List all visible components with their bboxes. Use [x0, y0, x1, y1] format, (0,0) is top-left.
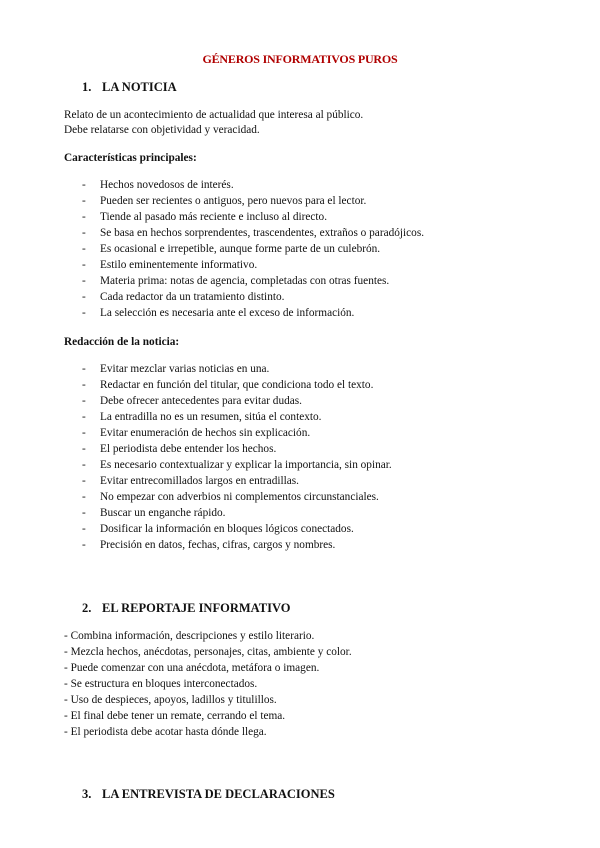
- list-item-text: Dosificar la información en bloques lógicos conectados.: [100, 523, 354, 535]
- list-item-text: El periodista debe entender los hechos.: [100, 443, 277, 455]
- bullet-dash: -: [82, 443, 86, 455]
- intro-line: Relato de un acontecimiento de actualidad que interesa al público.: [64, 109, 364, 121]
- list-item: - Combina información, descripciones y estilo literario.: [64, 630, 315, 642]
- list-item-text: Materia prima: notas de agencia, completadas con otras fuentes.: [100, 275, 390, 287]
- bullet-dash: -: [82, 395, 86, 407]
- bullet-dash: -: [82, 475, 86, 487]
- list-item: - El periodista debe acotar hasta dónde llega.: [64, 726, 267, 738]
- section-3-title: LA ENTREVISTA DE DECLARACIONES: [102, 787, 335, 801]
- bullet-dash: -: [82, 379, 86, 391]
- list-item-text: Redactar en función del titular, que condiciona todo el texto.: [100, 379, 374, 391]
- section-3-number: 3.: [82, 787, 92, 801]
- list-item-text: Estilo eminentemente informativo.: [100, 259, 258, 271]
- list-item-text: Es ocasional e irrepetible, aunque forme parte de un culebrón.: [100, 243, 381, 255]
- list-item-text: Cada redactor da un tratamiento distinto.: [100, 291, 285, 303]
- list-item-text: Evitar entrecomillados largos en entradillas.: [100, 475, 299, 487]
- section-2-number: 2.: [82, 601, 92, 615]
- bullet-dash: -: [82, 195, 86, 207]
- bullet-dash: -: [82, 211, 86, 223]
- list-item-text: Tiende al pasado más reciente e incluso al directo.: [100, 211, 328, 223]
- list-item: - Puede comenzar con una anécdota, metáfora o imagen.: [64, 662, 320, 674]
- section-2-heading: [82, 601, 290, 615]
- redaccion-subheading: Redacción de la noticia:: [64, 336, 180, 348]
- list-item: - Uso de despieces, apoyos, ladillos y titulillos.: [64, 694, 277, 706]
- list-item-text: La entradilla no es un resumen, sitúa el contexto.: [100, 411, 322, 423]
- list-item-text: Pueden ser recientes o antiguos, pero nuevos para el lector.: [100, 195, 367, 207]
- bullet-dash: -: [82, 291, 86, 303]
- section-2-title: EL REPORTAJE INFORMATIVO: [102, 601, 291, 615]
- bullet-dash: -: [82, 227, 86, 239]
- list-item-text: Hechos novedosos de interés.: [100, 179, 234, 191]
- bullet-dash: -: [82, 411, 86, 423]
- bullet-dash: -: [82, 243, 86, 255]
- bullet-dash: -: [82, 259, 86, 271]
- list-item-text: Evitar enumeración de hechos sin explicación.: [100, 427, 311, 439]
- bullet-dash: -: [82, 307, 86, 319]
- list-item-text: Es necesario contextualizar y explicar la importancia, sin opinar.: [100, 459, 392, 471]
- list-item: - Mezcla hechos, anécdotas, personajes, citas, ambiente y color.: [64, 646, 352, 658]
- bullet-dash: -: [82, 179, 86, 191]
- document-title: GÉNEROS INFORMATIVOS PUROS: [202, 52, 398, 66]
- list-item: - Se estructura en bloques interconectados.: [64, 678, 258, 690]
- list-item-text: La selección es necesaria ante el exceso de información.: [100, 307, 355, 319]
- caracteristicas-subheading: Características principales:: [64, 152, 197, 164]
- bullet-dash: -: [82, 427, 86, 439]
- bullet-dash: -: [82, 275, 86, 287]
- intro-line: Debe relatarse con objetividad y veracidad.: [64, 124, 260, 136]
- section-1-number: 1.: [82, 80, 92, 94]
- list-item-text: Buscar un enganche rápido.: [100, 507, 226, 519]
- list-item-text: Se basa en hechos sorprendentes, trascendentes, extraños o paradójicos.: [100, 227, 425, 239]
- list-item-text: Precisión en datos, fechas, cifras, cargos y nombres.: [100, 539, 336, 551]
- bullet-dash: -: [82, 507, 86, 519]
- bullet-dash: -: [82, 363, 86, 375]
- bullet-dash: -: [82, 459, 86, 471]
- list-item-text: No empezar con adverbios ni complementos circunstanciales.: [100, 491, 379, 503]
- list-item-text: Evitar mezclar varias noticias en una.: [100, 363, 270, 375]
- bullet-dash: -: [82, 491, 86, 503]
- section-3-heading: [82, 787, 335, 801]
- list-item: - El final debe tener un remate, cerrando el tema.: [64, 710, 286, 722]
- section-1-heading: [82, 80, 177, 94]
- section-1-title: LA NOTICIA: [102, 80, 177, 94]
- bullet-dash: -: [82, 523, 86, 535]
- bullet-dash: -: [82, 539, 86, 551]
- list-item-text: Debe ofrecer antecedentes para evitar dudas.: [100, 395, 302, 407]
